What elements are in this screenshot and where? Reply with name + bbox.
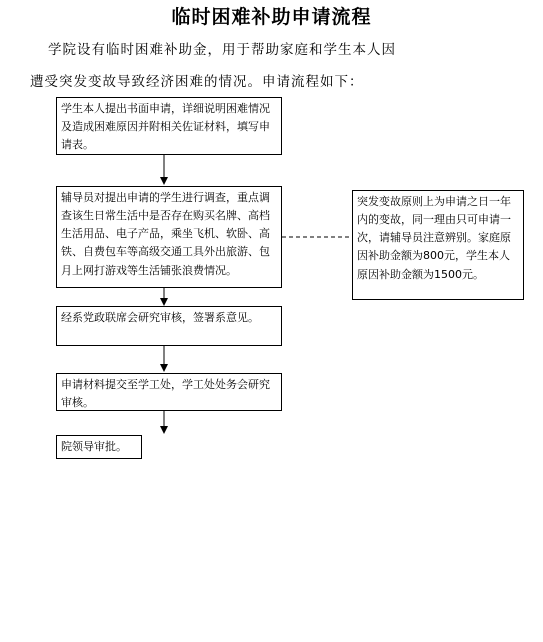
step-5-box: 院领导审批。 bbox=[56, 435, 142, 459]
intro-line-1: 学院设有临时困难补助金，用于帮助家庭和学生本人因 bbox=[48, 42, 396, 58]
step-1-box: 学生本人提出书面申请，详细说明困难情况及造成困难原因并附相关佐证材料，填写申请表。 bbox=[56, 97, 282, 155]
page-title: 临时困难补助申请流程 bbox=[171, 6, 372, 28]
step-2-box: 辅导员对提出申请的学生进行调查，重点调查该生日常生活中是否存在购买名牌、高档生活用品、电子产品，乘坐飞机、软卧、高铁、自费包车等高级交通工具外出旅游、包月上网打游戏等生活铺张浪费情况。 bbox=[56, 186, 282, 288]
intro-line-2: 遭受突发变故导致经济困难的情况。申请流程如下： bbox=[30, 74, 364, 90]
side-note-box: 突发变故原则上为申请之日一年内的变故，同一理由只可申请一次，请辅导员注意辨别。家庭原因补助金额为800元，学生本人原因补助金额为1500元。 bbox=[352, 190, 524, 300]
step-3-box: 经系党政联席会研究审核，签署系意见。 bbox=[56, 306, 282, 346]
step-4-box: 申请材料提交至学工处，学工处处务会研究审核。 bbox=[56, 373, 282, 411]
